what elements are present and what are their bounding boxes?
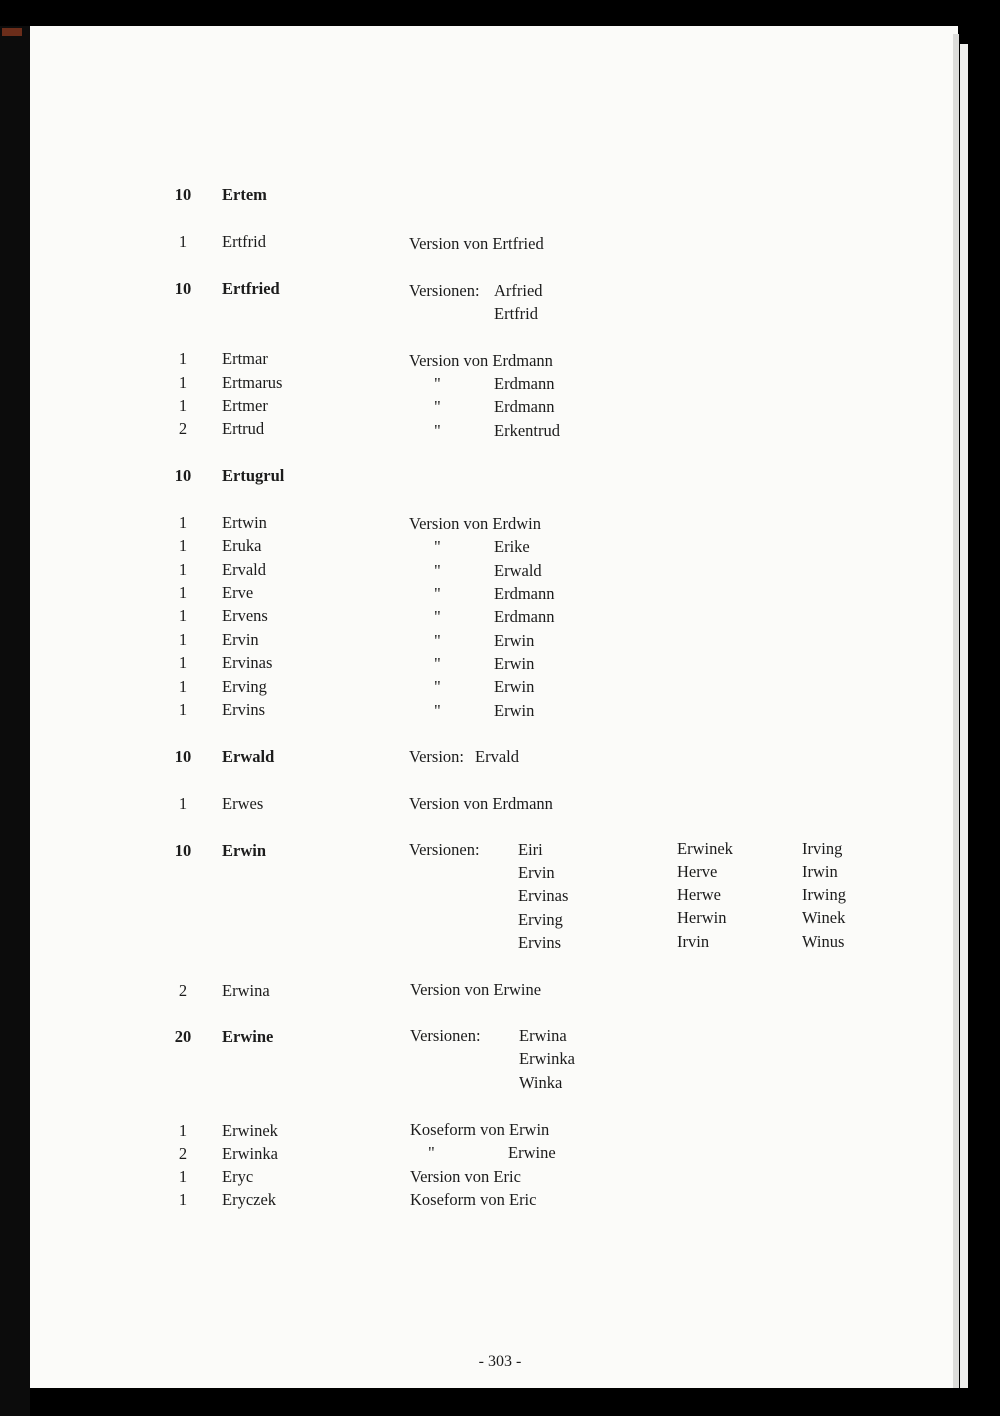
entry-count: 1: [178, 583, 188, 602]
entry-count: 1: [178, 1190, 188, 1209]
entry-description: Erwin: [494, 654, 535, 673]
entry-count: 1: [178, 794, 188, 813]
ditto-mark: ": [434, 537, 441, 556]
entry-count: 10: [174, 279, 192, 298]
entry-name: Ertwin: [222, 513, 267, 532]
entry-description: Erdmann: [494, 584, 555, 603]
entry-name: Ertfrid: [222, 232, 266, 251]
entry-count: 10: [174, 185, 192, 204]
book-spine: [0, 26, 30, 1416]
entry-count: 1: [178, 1121, 188, 1140]
entry-count: 1: [178, 396, 188, 415]
entry-description: Erdmann: [494, 607, 555, 626]
ditto-mark: ": [434, 654, 441, 673]
entry-description: Version von Ertfried: [409, 234, 544, 253]
entry-description: Herve: [677, 862, 718, 881]
entry-count: 1: [178, 349, 188, 368]
entry-count: 1: [178, 1167, 188, 1186]
entry-description: Irwing: [802, 885, 846, 904]
entry-name: Ertfried: [222, 279, 280, 298]
page-number: - 303 -: [478, 1353, 522, 1370]
entry-description: Koseform von Erwin: [410, 1120, 550, 1139]
entry-name: Eryc: [222, 1167, 254, 1186]
ditto-mark: ": [434, 631, 441, 650]
entry-description: Erwinka: [519, 1049, 575, 1068]
entry-description: Ervins: [518, 933, 562, 952]
entry-count: 10: [174, 466, 192, 485]
entry-name: Erwes: [222, 794, 264, 813]
entry-description: Erwin: [494, 701, 535, 720]
entry-description: Erike: [494, 537, 530, 556]
entry-name: Ertrud: [222, 419, 265, 438]
entry-name: Ervins: [222, 700, 266, 719]
entry-count: 1: [178, 700, 188, 719]
entry-description: Version von Eric: [410, 1167, 521, 1186]
entry-name: Erving: [222, 677, 267, 696]
ditto-mark: ": [434, 607, 441, 626]
entry-description: Erwinek: [677, 839, 733, 858]
entry-count: 1: [178, 677, 188, 696]
entry-description: Versionen:: [410, 1026, 481, 1045]
entry-description: Erving: [518, 910, 563, 929]
entry-description: Erwine: [508, 1143, 556, 1162]
ditto-mark: ": [434, 374, 441, 393]
entry-name: Ertugrul: [222, 466, 285, 485]
entry-description: Version von Erdwin: [409, 514, 541, 533]
spine-mark: [2, 28, 22, 36]
entry-count: 1: [178, 373, 188, 392]
entry-description: Herwe: [677, 885, 721, 904]
entry-count: 1: [178, 630, 188, 649]
ditto-mark: ": [428, 1143, 435, 1162]
entry-name: Eruka: [222, 536, 262, 555]
entry-description: Herwin: [677, 908, 727, 927]
entry-description: Winus: [802, 932, 845, 951]
entry-count: 1: [178, 232, 188, 251]
entry-count: 1: [178, 536, 188, 555]
entry-name: Erwin: [222, 841, 267, 860]
entry-count: 10: [174, 841, 192, 860]
entry-name: Ertem: [222, 185, 267, 204]
entry-count: 20: [174, 1027, 192, 1046]
entry-name: Ervinas: [222, 653, 273, 672]
entry-description: Erwin: [494, 677, 535, 696]
entry-description: Eiri: [518, 840, 543, 859]
entry-description: Ervald: [475, 747, 519, 766]
entry-description: Ervin: [518, 863, 555, 882]
entry-description: Winka: [519, 1073, 563, 1092]
entry-count: 1: [178, 560, 188, 579]
entry-description: Winek: [802, 908, 846, 927]
entry-name: Erwine: [222, 1027, 274, 1046]
ditto-mark: ": [434, 421, 441, 440]
entry-count: 1: [178, 653, 188, 672]
entry-name: Ervald: [222, 560, 266, 579]
entry-description: Irvin: [677, 932, 710, 951]
entry-description: Erwina: [519, 1026, 567, 1045]
ditto-mark: ": [434, 584, 441, 603]
entry-description: Ervinas: [518, 886, 569, 905]
entry-description: Arfried: [494, 281, 543, 300]
entry-name: Ervens: [222, 606, 268, 625]
ditto-mark: ": [434, 561, 441, 580]
entry-name: Erve: [222, 583, 254, 602]
entry-description: Erwin: [494, 631, 535, 650]
entry-name: Ertmer: [222, 396, 268, 415]
entry-count: 2: [178, 419, 188, 438]
ditto-mark: ": [434, 677, 441, 696]
entry-name: Ertmarus: [222, 373, 283, 392]
entry-name: Ertmar: [222, 349, 268, 368]
entry-name: Erwinek: [222, 1121, 278, 1140]
entry-name: Erwina: [222, 981, 270, 1000]
page-edge: [953, 34, 959, 1388]
entry-description: Koseform von Eric: [410, 1190, 537, 1209]
entry-description: Versionen:: [409, 281, 480, 300]
entry-description: Version von Erdmann: [409, 351, 553, 370]
ditto-mark: ": [434, 397, 441, 416]
entry-description: Erdmann: [494, 374, 555, 393]
entry-name: Eryczek: [222, 1190, 277, 1209]
entry-count: 2: [178, 1144, 188, 1163]
entry-count: 1: [178, 606, 188, 625]
entry-name: Erwald: [222, 747, 275, 766]
entry-description: Ertfrid: [494, 304, 538, 323]
entry-name: Erwinka: [222, 1144, 278, 1163]
entry-count: 10: [174, 747, 192, 766]
entry-name: Ervin: [222, 630, 259, 649]
entry-description: Version:: [409, 747, 464, 766]
entry-count: 1: [178, 513, 188, 532]
ditto-mark: ": [434, 701, 441, 720]
page-edge: [960, 44, 968, 1388]
entry-description: Erkentrud: [494, 421, 560, 440]
entry-description: Erdmann: [494, 397, 555, 416]
entry-description: Irving: [802, 839, 843, 858]
entry-description: Versionen:: [409, 840, 480, 859]
entry-description: Irwin: [802, 862, 838, 881]
entry-description: Version von Erdmann: [409, 794, 553, 813]
entry-description: Version von Erwine: [410, 980, 542, 999]
entry-description: Erwald: [494, 561, 542, 580]
entry-count: 2: [178, 981, 188, 1000]
